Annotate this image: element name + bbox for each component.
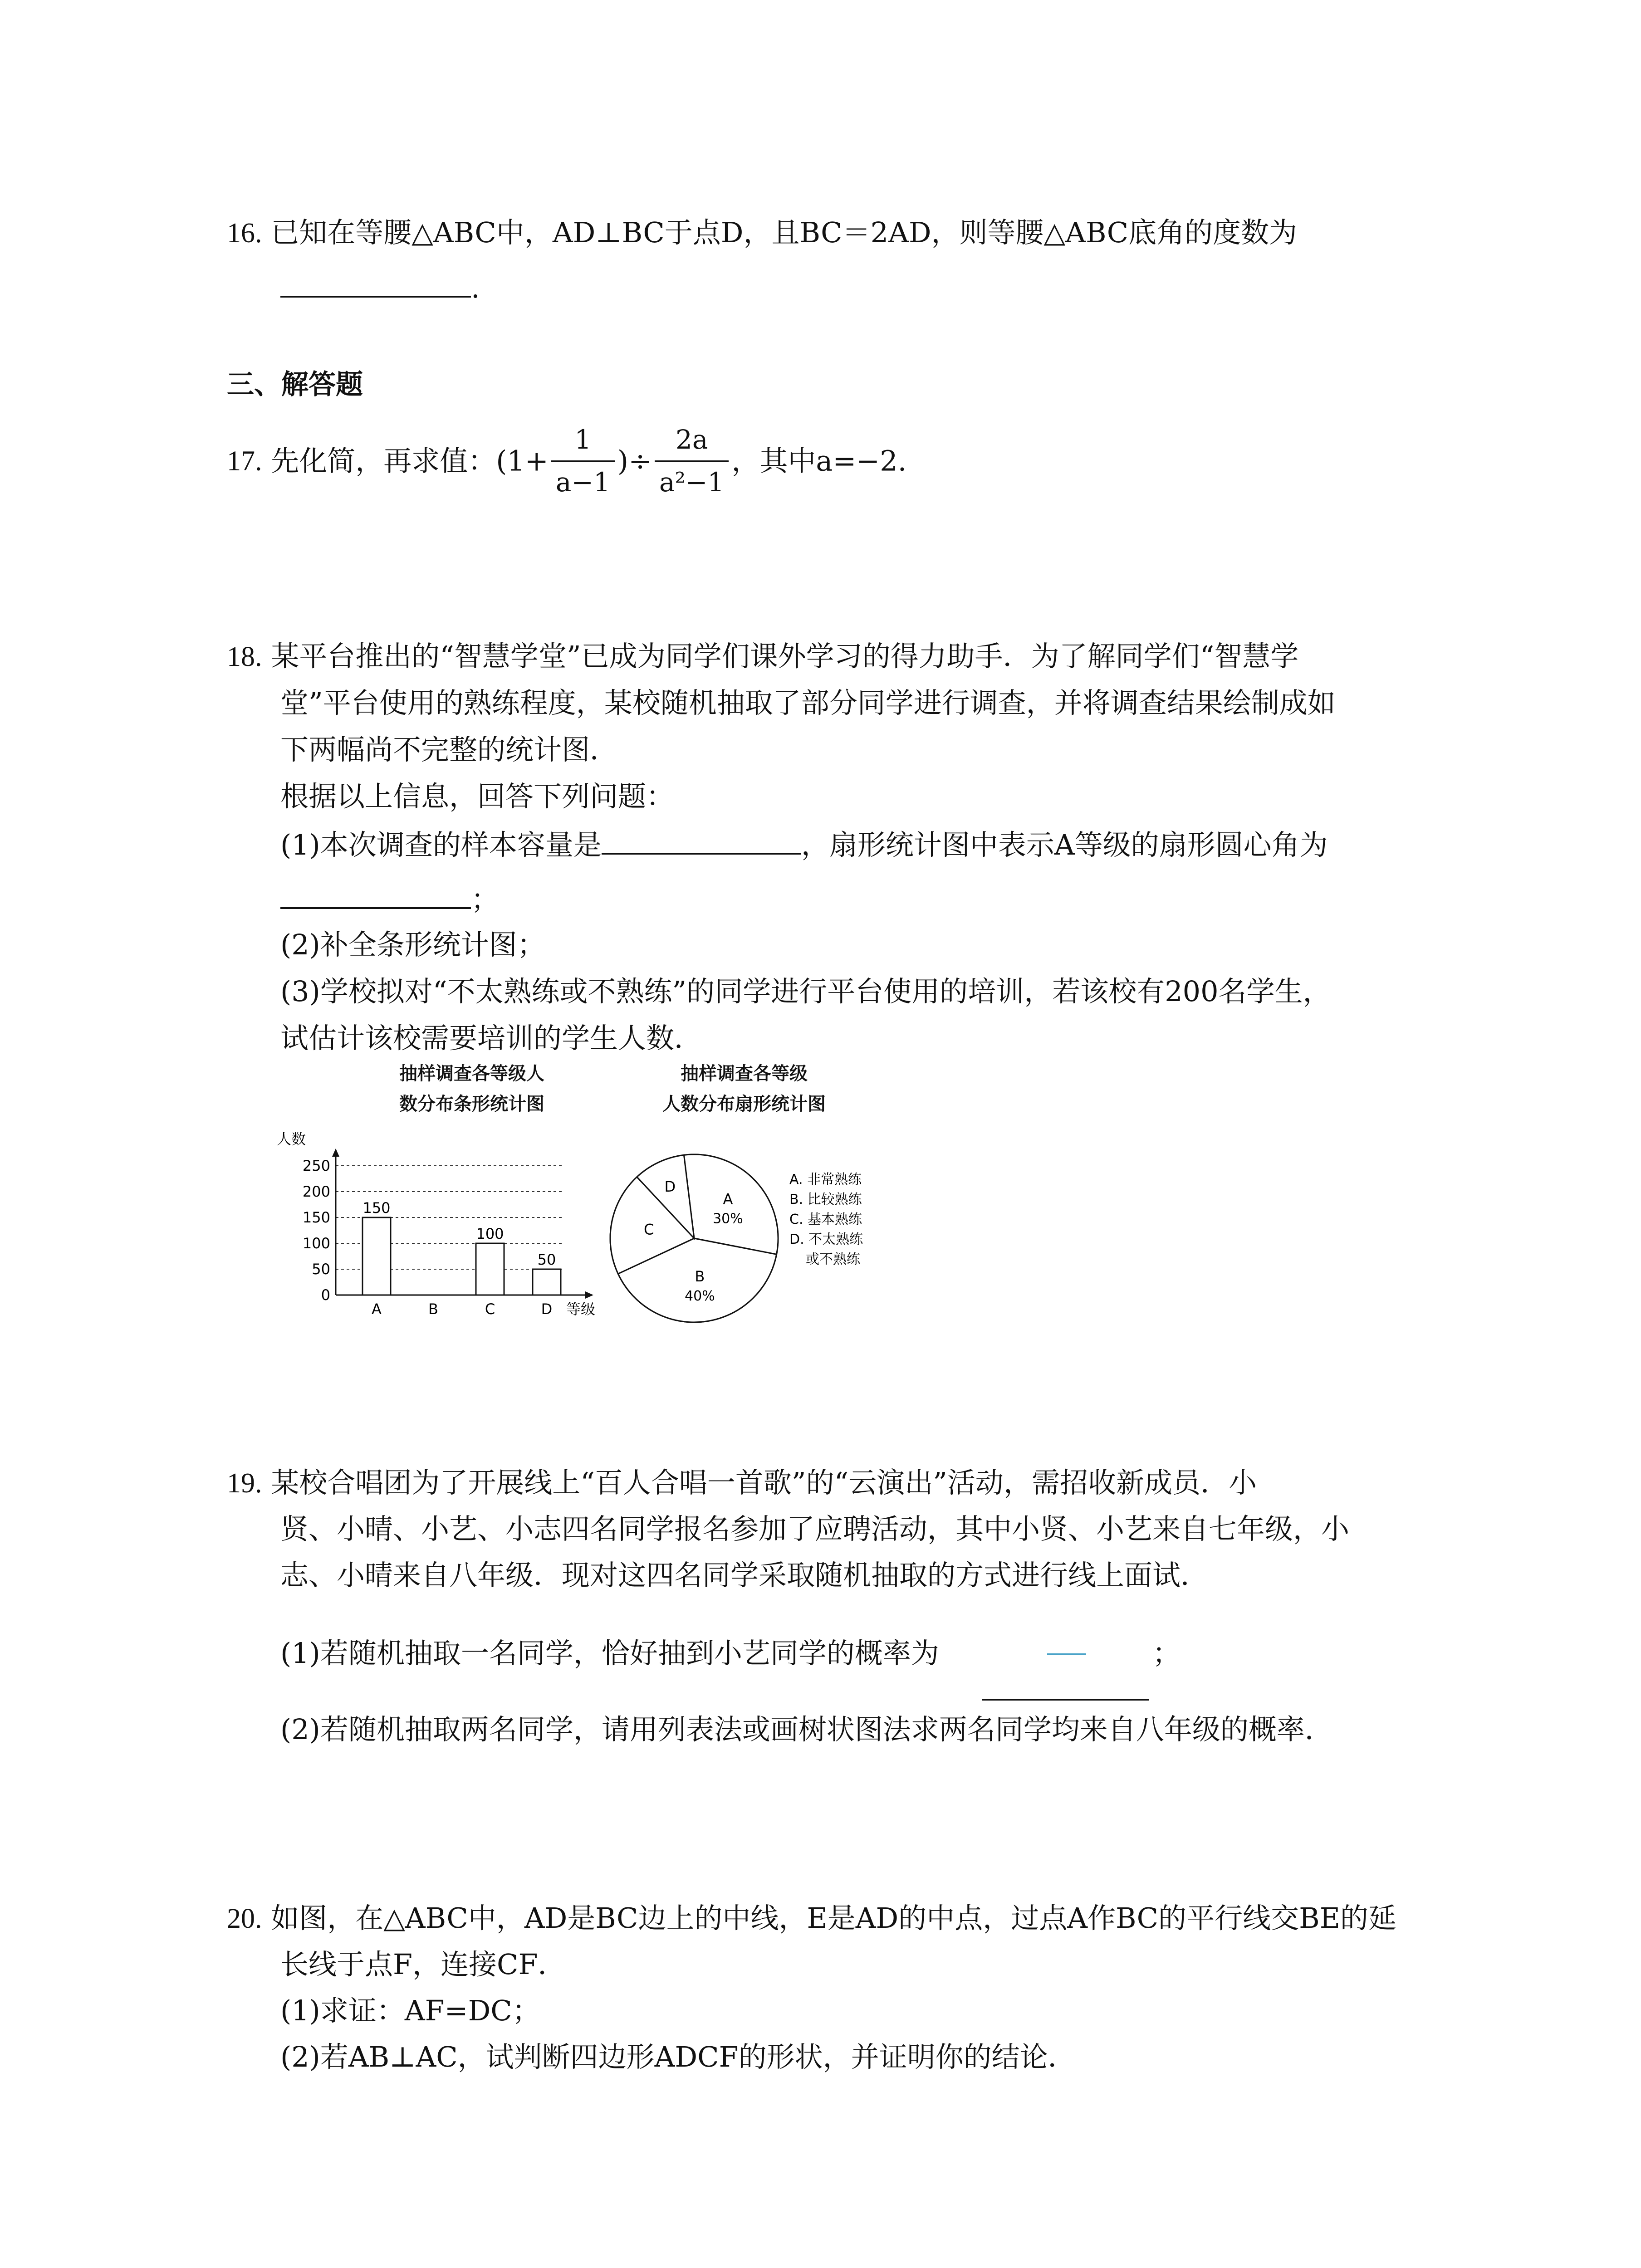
q18-part1-line2 (280, 885, 499, 914)
bar-chart-ytick-label: 150 (302, 1209, 330, 1226)
q19-fraction-bar-mark (1047, 1653, 1086, 1655)
q18-text-line1: 某平台推出的“智慧学堂”已成为同学们课外学习的得力助手．为了解同学们“智慧学 (271, 640, 1299, 673)
q18-sample-size-blank[interactable] (602, 852, 801, 855)
q19-text-line3: 志、小晴来自八年级．现对这四名同学采取随机抽取的方式进行线上面试． (280, 1559, 1209, 1592)
q20-number: 20. (227, 1903, 262, 1934)
q17-frac2-denominator: a²−1 (659, 466, 725, 498)
pie-chart-slice-label: A (723, 1190, 733, 1208)
bar-chart-xtick-label: A (372, 1300, 382, 1318)
q16-text: 已知在等腰△ABC中，AD⊥BC于点D，且BC＝2AD，则等腰△ABC底角的度数为 (271, 216, 1298, 249)
bar-chart-bar (533, 1269, 561, 1295)
q17-frac2-numerator: 2a (655, 424, 729, 462)
q16-end: . (471, 271, 480, 304)
bar-chart-bar (476, 1243, 504, 1295)
bar-chart-bar (362, 1217, 391, 1295)
pie-chart-legend-item: A. 非常熟练 (789, 1172, 862, 1188)
bar-chart-ytick-label: 200 (302, 1183, 330, 1200)
q20-line1 (227, 1901, 1396, 1935)
pie-chart-slice-label: B (695, 1267, 705, 1285)
bar-chart-y-axis-arrow (332, 1149, 339, 1157)
pie-chart-slice-percent: 40% (685, 1288, 715, 1304)
q16-answer-blank[interactable] (280, 295, 471, 298)
bar-chart-data-label: 100 (476, 1225, 504, 1242)
q17-mid: )÷ (617, 444, 652, 478)
q18-part3-line2: 试估计该校需要培训的学生人数． (280, 1022, 703, 1055)
q16-number: 16. (227, 218, 262, 249)
section-title: 三、解答题 (227, 369, 363, 401)
pie-chart (608, 1143, 907, 1334)
q18-part1-b: ，扇形统计图中表示A等级的扇形圆心角为 (801, 828, 1328, 861)
pie-chart-legend-item: 或不熟练 (806, 1251, 860, 1267)
q16-line2 (280, 271, 480, 304)
bar-chart-xlabel: 等级 (566, 1300, 596, 1318)
q19-part1 (280, 1637, 939, 1670)
q17-fraction-2 (655, 424, 729, 498)
q18-part1-a: (1)本次调查的样本容量是 (280, 828, 602, 861)
bar-chart (272, 1125, 617, 1325)
q17-fraction-1 (551, 424, 615, 498)
bar-chart-xtick-label: B (428, 1300, 438, 1318)
q19-part2: (2)若随机抽取两名同学，请用列表法或画树状图法求两名同学均来自八年级的概率． (280, 1713, 1333, 1746)
q20-text-line1: 如图，在△ABC中，AD是BC边上的中线，E是AD的中点，过点A作BC的平行线交BE的延 (271, 1901, 1396, 1935)
pie-chart-legend-item: D. 不太熟练 (789, 1232, 863, 1247)
q18-number: 18. (227, 641, 262, 672)
q18-part1-line1 (280, 828, 1328, 861)
bar-chart-ylabel: 人数 (277, 1130, 306, 1148)
pie-chart-legend-item: C. 基本熟练 (789, 1212, 862, 1227)
q19-text-line2: 贤、小晴、小艺、小志四名同学报名参加了应聘活动，其中小贤、小艺来自七年级，小 (280, 1512, 1350, 1545)
q17-line (227, 424, 906, 498)
bar-chart-xtick-label: C (485, 1300, 495, 1318)
q17-suffix: ，其中a=−2. (731, 444, 907, 478)
pie-chart-title-2: 人数分布扇形统计图 (662, 1094, 826, 1114)
pie-chart-slice-label: C (643, 1221, 654, 1238)
q19-line1 (227, 1466, 1257, 1499)
q17-frac1-denominator: a−1 (555, 466, 610, 498)
q18-text-line2: 堂”平台使用的熟练程度，某校随机抽取了部分同学进行调查，并将调查结果绘制成如 (280, 686, 1336, 719)
pie-chart-legend-item: B. 比较熟练 (789, 1192, 862, 1207)
bar-chart-ytick-label: 100 (302, 1235, 330, 1252)
q18-part1-end: ； (471, 883, 500, 916)
bar-chart-x-axis-arrow (585, 1291, 593, 1299)
q19-answer-blank[interactable] (982, 1699, 1149, 1701)
q17-number: 17. (227, 445, 262, 477)
q20-part1: (1)求证：AF=DC； (280, 1994, 540, 2027)
pie-chart-title-1: 抽样调查各等级 (681, 1063, 808, 1084)
bar-chart-title-2: 数分布条形统计图 (399, 1094, 544, 1114)
q19-part1-text: (1)若随机抽取一名同学，恰好抽到小艺同学的概率为 (280, 1637, 939, 1670)
q20-part2: (2)若AB⊥AC，试判断四边形ADCF的形状，并证明你的结论． (280, 2040, 1076, 2073)
q18-angle-blank[interactable] (280, 907, 471, 909)
q19-number: 19. (227, 1468, 262, 1499)
bar-chart-ytick-label: 0 (321, 1286, 330, 1304)
q18-part2: (2)补全条形统计图； (280, 928, 545, 961)
q19-part1-end: ； (1152, 1637, 1181, 1670)
bar-chart-data-label: 50 (537, 1251, 556, 1268)
bar-chart-data-label: 150 (362, 1199, 391, 1217)
q17-prefix: 先化简，再求值：(1+ (271, 444, 549, 478)
q18-text-line3: 下两幅尚不完整的统计图． (280, 733, 618, 766)
pie-chart-slice-label: D (664, 1178, 676, 1195)
pie-chart-slice-percent: 30% (713, 1211, 743, 1227)
q18-part3-line1: (3)学校拟对“不太熟练或不熟练”的同学进行平台使用的培训，若该校有200名学生， (280, 975, 1331, 1008)
bar-chart-title-1: 抽样调查各等级人 (399, 1063, 544, 1084)
q16-line1 (227, 216, 1298, 249)
bar-chart-xtick-label: D (541, 1300, 553, 1318)
q19-text-line1: 某校合唱团为了开展线上“百人合唱一首歌”的“云演出”活动，需招收新成员．小 (271, 1466, 1257, 1499)
q17-frac1-numerator: 1 (551, 424, 615, 462)
q20-text-line2: 长线于点F，连接CF． (280, 1948, 566, 1981)
bar-chart-ytick-label: 250 (302, 1157, 330, 1174)
q18-text-line4: 根据以上信息，回答下列问题： (280, 780, 675, 813)
q18-line1 (227, 642, 1298, 671)
bar-chart-ytick-label: 50 (312, 1261, 330, 1278)
